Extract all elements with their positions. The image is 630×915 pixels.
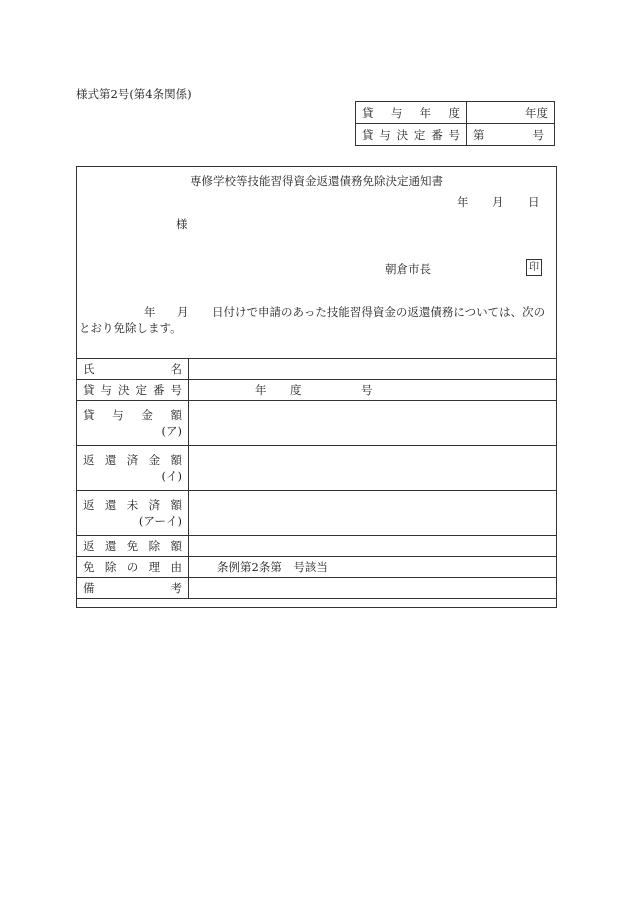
name-label: [77, 359, 189, 380]
label-char: 定: [413, 127, 426, 142]
loan-year-label: [356, 102, 467, 124]
unpaid-amount-label: [77, 491, 189, 536]
loan-amount-value: [189, 401, 557, 446]
notice-body-line2: とおり免除します。: [79, 321, 182, 335]
label-text: [83, 407, 182, 423]
date-day: 日: [528, 195, 540, 209]
label-char: 度: [448, 105, 460, 120]
label-char: 金: [141, 408, 153, 422]
label-char: 与: [112, 408, 124, 422]
issuer-name: 朝倉市長: [385, 262, 431, 276]
label-char: 額: [170, 498, 182, 512]
seal-stamp: 印: [526, 259, 542, 276]
label-char: 番: [431, 127, 443, 142]
label-char: 理: [148, 560, 161, 574]
decision-fiscal: 度: [290, 383, 302, 397]
label-char: 返: [83, 498, 95, 512]
label-char: 備: [83, 581, 95, 595]
label-char: 未: [126, 498, 139, 512]
table-row: [77, 380, 557, 401]
label-char: 貸: [83, 408, 95, 422]
details-table: [76, 358, 557, 599]
repaid-amount-label: [77, 446, 189, 491]
label-text: [83, 452, 182, 468]
label-char: 済: [148, 498, 161, 512]
loan-decision-number-value: [467, 124, 555, 146]
decision-number-label: [77, 380, 189, 401]
label-char: 決: [118, 383, 130, 397]
form-number: 様式第2号(第4条関係): [76, 87, 192, 101]
date-month: 月: [492, 195, 504, 209]
unpaid-amount-sub: (アーイ): [138, 514, 182, 528]
table-row: [77, 557, 557, 578]
label-char: 名: [170, 362, 182, 376]
loan-info-table: [355, 101, 555, 146]
label-char: 決: [396, 127, 409, 142]
notice-title: 専修学校等技能習得資金返還債務免除決定通知書: [190, 174, 443, 188]
label-char: 除: [104, 560, 117, 574]
label-char: 考: [170, 581, 182, 595]
number-prefix: 第: [473, 127, 485, 142]
label-text: [83, 382, 182, 398]
addressee-suffix: 様: [176, 217, 188, 231]
exemption-reason-label: [77, 557, 189, 578]
repaid-amount-sub: (イ): [161, 469, 182, 483]
loan-amount-label: [77, 401, 189, 446]
body-month: 月: [177, 305, 189, 319]
table-row: [77, 536, 557, 557]
label-char: 返: [83, 453, 95, 467]
unpaid-amount-value: [189, 491, 557, 536]
label-text: [362, 127, 460, 143]
loan-amount-sub: (ア): [161, 424, 182, 438]
label-char: 貸: [83, 383, 95, 397]
label-char: 返: [83, 539, 95, 553]
notice-box: [76, 166, 557, 608]
label-char: 号: [170, 383, 182, 397]
label-char: の: [126, 560, 139, 574]
loan-decision-number-label: [356, 124, 467, 146]
exemption-amount-value: [189, 536, 557, 557]
table-row: [77, 401, 557, 446]
label-text: [83, 559, 182, 575]
table-row: [77, 491, 557, 536]
table-row: [356, 102, 555, 124]
number-suffix: 号: [532, 127, 544, 142]
exemption-amount-label: [77, 536, 189, 557]
table-row: [77, 359, 557, 380]
label-text: [83, 580, 182, 596]
label-char: 還: [104, 498, 117, 512]
label-char: 金: [148, 453, 161, 467]
label-text: [83, 497, 182, 513]
table-row: [77, 446, 557, 491]
label-char: 与: [100, 383, 112, 397]
label-char: 氏: [83, 362, 95, 376]
label-char: 貸: [362, 127, 374, 142]
table-row: [356, 124, 555, 146]
table-row: [77, 578, 557, 599]
decision-no: 号: [361, 383, 373, 397]
label-char: 番: [153, 383, 165, 397]
loan-year-value: 年度: [467, 102, 555, 124]
label-char: 与: [390, 105, 403, 120]
repaid-amount-value: [189, 446, 557, 491]
label-char: 額: [170, 408, 182, 422]
label-text: [83, 361, 182, 377]
label-char: 還: [104, 539, 117, 553]
label-char: 還: [104, 453, 117, 467]
exemption-reason-text: 条例第2条第 号該当: [217, 560, 328, 574]
label-text: [83, 538, 182, 554]
label-char: 済: [126, 453, 139, 467]
body-text: 日付けで申請のあった技能習得資金の返還債務については、次の: [212, 305, 546, 319]
remarks-value: [189, 578, 557, 599]
label-char: 与: [379, 127, 391, 142]
date-year: 年: [457, 195, 469, 209]
decision-year: 年: [255, 383, 267, 397]
decision-number-value: [189, 380, 557, 401]
label-char: 号: [448, 127, 460, 142]
name-value: [189, 359, 557, 380]
label-char: 額: [170, 453, 182, 467]
exemption-reason-value: [189, 557, 557, 578]
label-char: 年: [419, 105, 432, 120]
label-char: 定: [135, 383, 147, 397]
label-text: [362, 105, 460, 121]
label-char: 除: [148, 539, 161, 553]
remarks-label: [77, 578, 189, 599]
label-char: 免: [126, 539, 139, 553]
body-year: 年: [144, 305, 156, 319]
label-char: 由: [170, 560, 182, 574]
label-char: 額: [170, 539, 182, 553]
label-char: 貸: [362, 105, 374, 120]
label-char: 免: [83, 560, 95, 574]
